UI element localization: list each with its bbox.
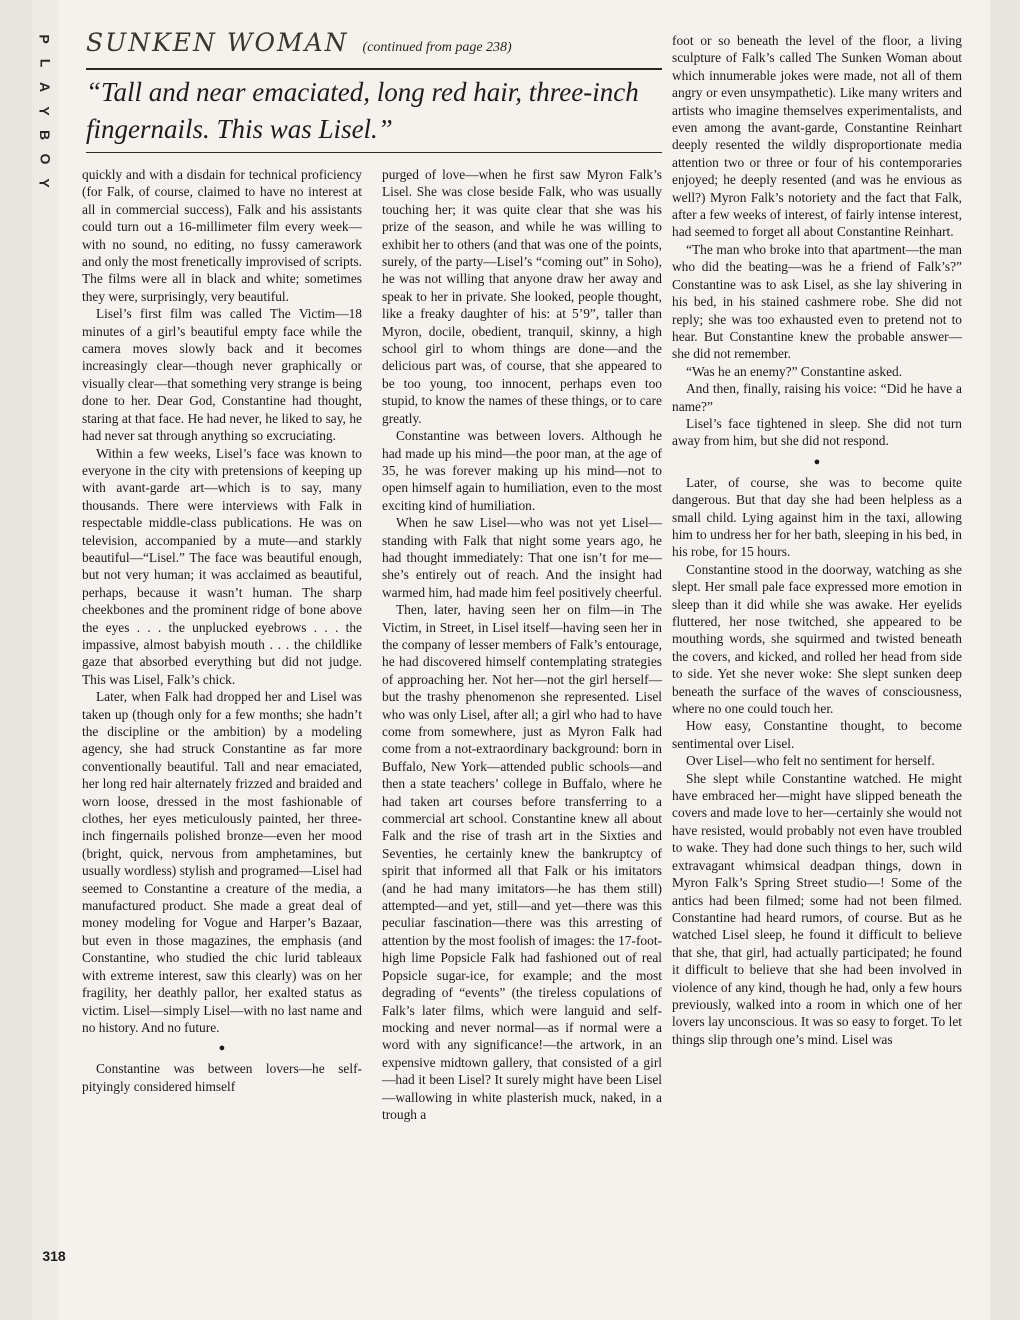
pull-quote-rule	[86, 152, 662, 153]
text-column-3	[672, 32, 962, 1048]
section-break-dot: ●	[813, 455, 821, 468]
paragraph: When he saw Lisel—who was not yet Lisel—standing with Falk that night some years ago, he had thought immediately: That one isn’t for me—she’s entirely out of reach. And the insight had warmed him, had made him feel positively cheerful.	[382, 515, 662, 600]
header-rule	[86, 68, 662, 70]
paragraph: “Was he an enemy?” Constantine asked.	[686, 363, 903, 379]
magazine-letter: Y	[37, 178, 53, 188]
text-column-1	[82, 166, 362, 1095]
magazine-name-vertical	[34, 32, 56, 190]
magazine-letter: P	[37, 34, 53, 44]
paragraph: foot or so beneath the level of the floor, a living sculpture of Falk’s called The Sunken Woman about which innumerable jokes were made, not all of them angry or even unsympathetic). Like many writers and artists who imagine themselves experimentalists, and even among the avant-garde, Constantine Reinhart deeply resented the wildly disproportionate media attention two or three or four of his contemporaries enjoyed; he deeply resented (and was he envious as well?) Myron Falk’s notoriety and the fact that Falk, after a few weeks of interest, of fairly intense interest, had seemed to forget all about Constantine Reinhart.	[672, 33, 962, 240]
magazine-letter: B	[37, 129, 53, 141]
continued-note: (continued from page 238)	[362, 40, 512, 55]
pull-quote: “Tall and near emaciated, long red hair, three-inch fingernails. This was Lisel.”	[86, 77, 639, 144]
paragraph: She slept while Constantine watched. He might have embraced her—might have slipped beneath the covers and made love to her—certainly she would not have resisted, would probably not even have troubled to wake. They had done such things to her, such wild extravagant whimsical deadpan things, down in Myron Falk’s Spring Street studio—! Some of the antics had been filmed; some had not been filmed. Constantine had heard rumors, of course. But as he watched Lisel sleep, he found it difficult to believe that she, that girl, had actually participated; he found it difficult to believe that she had been involved in violence of any kind, though he had, only a few hours previously, walked into a room in which one of her lovers lay unconscious. It was so easy to forget. To let things slip through one’s mind. Lisel was	[672, 770, 962, 1047]
paragraph: And then, finally, raising his voice: “Did he have a name?”	[672, 381, 962, 414]
paragraph: Within a few weeks, Lisel’s face was known to everyone in the city with pretensions of keeping up with avant-garde art—which is to say, many thousands. There were interviews with Falk in respectable middle-class publications. He was on television, accompanied by a mute—and starkly beautiful—“Lisel.” The face was beautiful enough, but not very human; it was acclaimed as beautiful, perhaps, because it wasn’t human. The sharp cheekbones and the prominent ridge of bone above the eyes . . . the unplucked eyebrows . . . the impassive, almost babyish mouth . . . the childlike gaze that absorbed everything but did not judge. This was Lisel, Falk’s chick.	[82, 445, 362, 687]
paragraph: purged of love—when he first saw Myron Falk’s Lisel. She was close beside Falk, who was usually touching her; it was quite clear that she was his prize of the season, and while he was willing to exhibit her to others (and that was one of the points, surely, of the party—Lisel’s “coming out” in Soho), he was not willing that anyone draw her away and speak to her in private. She looked, people thought, like a freaky daughter of his: at 5’9”, taller than Myron, docile, obedient, tranquil, skinny, a high school girl to whom things are done—and the delicious part was, of course, that she appeared to be too young, too innocent, perhaps even too stupid, to know the names of these things, or to care greatly.	[382, 167, 662, 426]
paragraph: How easy, Constantine thought, to become sentimental over Lisel.	[672, 718, 962, 751]
paragraph: Constantine was between lovers. Although he had made up his mind—the poor man, at the age of 35, he was forever making up his mind—not to open himself again to humiliation, even to the most exciting kind of humiliation.	[382, 428, 662, 513]
text-column-2	[382, 166, 662, 1123]
magazine-page	[32, 0, 990, 1320]
paragraph: Later, when Falk had dropped her and Lisel was taken up (though only for a few months; she hadn’t the discipline or the ambition) by a modeling agency, she had struck Constantine as far more conventionally beautiful. Tall and near emaciated, her long red hair alternately frizzed and braided and worn loose, dressed in the most fashionable of clothes, her eyes meticulously painted, her three-inch fingernails polished bronze—even her mood (bright, quick, nervous from amphetamines, but usually wordless) stylish and programed—Lisel had seemed to Constantine a creature of the media, a manufactured product. She made a great deal of money modeling for Vogue and Harper’s Bazaar, but even in those magazines, the emphasis (and Constantine, who studied the chic lurid tableaux with extreme interest, saw this clearly) was on her fragility, her deathly pallor, her exalted status as victim. Lisel—simply Lisel—with no last name and no history. And no future.	[82, 689, 362, 1035]
magazine-letter: Y	[37, 106, 53, 116]
article-header	[86, 28, 662, 62]
magazine-letter: A	[37, 81, 53, 93]
series-title: SUNKEN WOMAN	[86, 28, 349, 57]
paragraph: Constantine was between lovers—he self-pityingly considered himself	[82, 1061, 362, 1094]
paragraph: Lisel’s first film was called The Victim—18 minutes of a girl’s beautiful empty face while the camera moves slowly back and it becomes increasingly clear—though never graphically or visually clear—that something very strange is being done to her. Dear God, Constantine had thought, staring at that face. He had never, he liked to say, he had never sat through anything so excruciating.	[82, 306, 362, 444]
magazine-letter: L	[37, 58, 53, 68]
paragraph: “The man who broke into that apartment—the man who did the beating—was he a friend of Falk’s?” Constantine was to ask Lisel, as she lay shivering in his bed, in his stained cashmere robe. She did not reply; she was too exhausted even to pretend not to hear. But Constantine knew the probable answer—she did not remember.	[672, 241, 962, 362]
paragraph: quickly and with a disdain for technical proficiency (for Falk, of course, claimed to have no interest at all in commercial success), Falk and his assistants could turn out a 16-millimeter film every week—with no sound, no editing, no fussy camerawork and only the most frenetically improvised of scripts. The films were all in black and white; sometimes they were, surprisingly, very beautiful.	[82, 167, 362, 304]
magazine-letter: O	[36, 153, 53, 165]
page-number: 318	[42, 1248, 66, 1264]
paragraph: Constantine stood in the doorway, watching as she slept. Her small pale face expressed more emotion in sleep than it did while she was awake. Her eyelids fluttered, her nose twitched, she appeared to be mouthing words, she squirmed and twisted beneath the covers, and kicked, and rolled her head from side to side. Yet she never woke: She slept sunken deep beneath the surface of the waves of consciousness, where no one could touch her.	[672, 561, 962, 717]
page-margin	[32, 0, 58, 1320]
paragraph: Over Lisel—who felt no sentiment for herself.	[686, 753, 935, 769]
paragraph: Then, later, having seen her on film—in The Victim, in Street, in Lisel itself—having seen her in the company of lesser members of Falk’s entourage, he had discovered himself contemplating strategies of approaching her. Not her—not the girl herself—but the trashy phenomenon she represented. Lisel who was only Lisel, after all; a girl who had to have come from somewhere, just as Myron Falk had come from a not-extraordinary background: born in Buffalo, New York—attended public schools—and then a state teachers’ college in Buffalo, where he had taken art courses before transferring to a commercial art school. Constantine knew all about Falk and the rise of trash art in the Sixties and Seventies, he certainly knew the bankruptcy of spirit that informed all that Falk or his imitators (and he had many imitators—he has them still) attempted—and yet, still—and yet—there was this peculiar fascination—there was this arresting of attention by the most foolish of images: the 17-foot-high lime Popsicle Falk had fashioned out of real Popsicle sugar-ice, for example; and the most degrading of “events” (the tireless copulations of Falk’s later films, which were languid and self-mocking and never normal—as if normal were a word with any significance!—the artwork, in an expensive midtown gallery, that consisted of a girl—had it been Lisel? It surely might have been Lisel—wallowing in white plasterish muck, naked, in a trough a	[382, 602, 662, 1122]
paragraph: Later, of course, she was to become quite dangerous. But that day she had been helpless as a small child. Lying against him in the taxi, allowing him to undress her for her bath, sleeping in his bed, in his robe, for 15 hours.	[672, 474, 962, 560]
paragraph: Lisel’s face tightened in sleep. She did not turn away from him, but she did not respond.	[672, 415, 962, 449]
section-break-dot: ●	[218, 1042, 226, 1055]
